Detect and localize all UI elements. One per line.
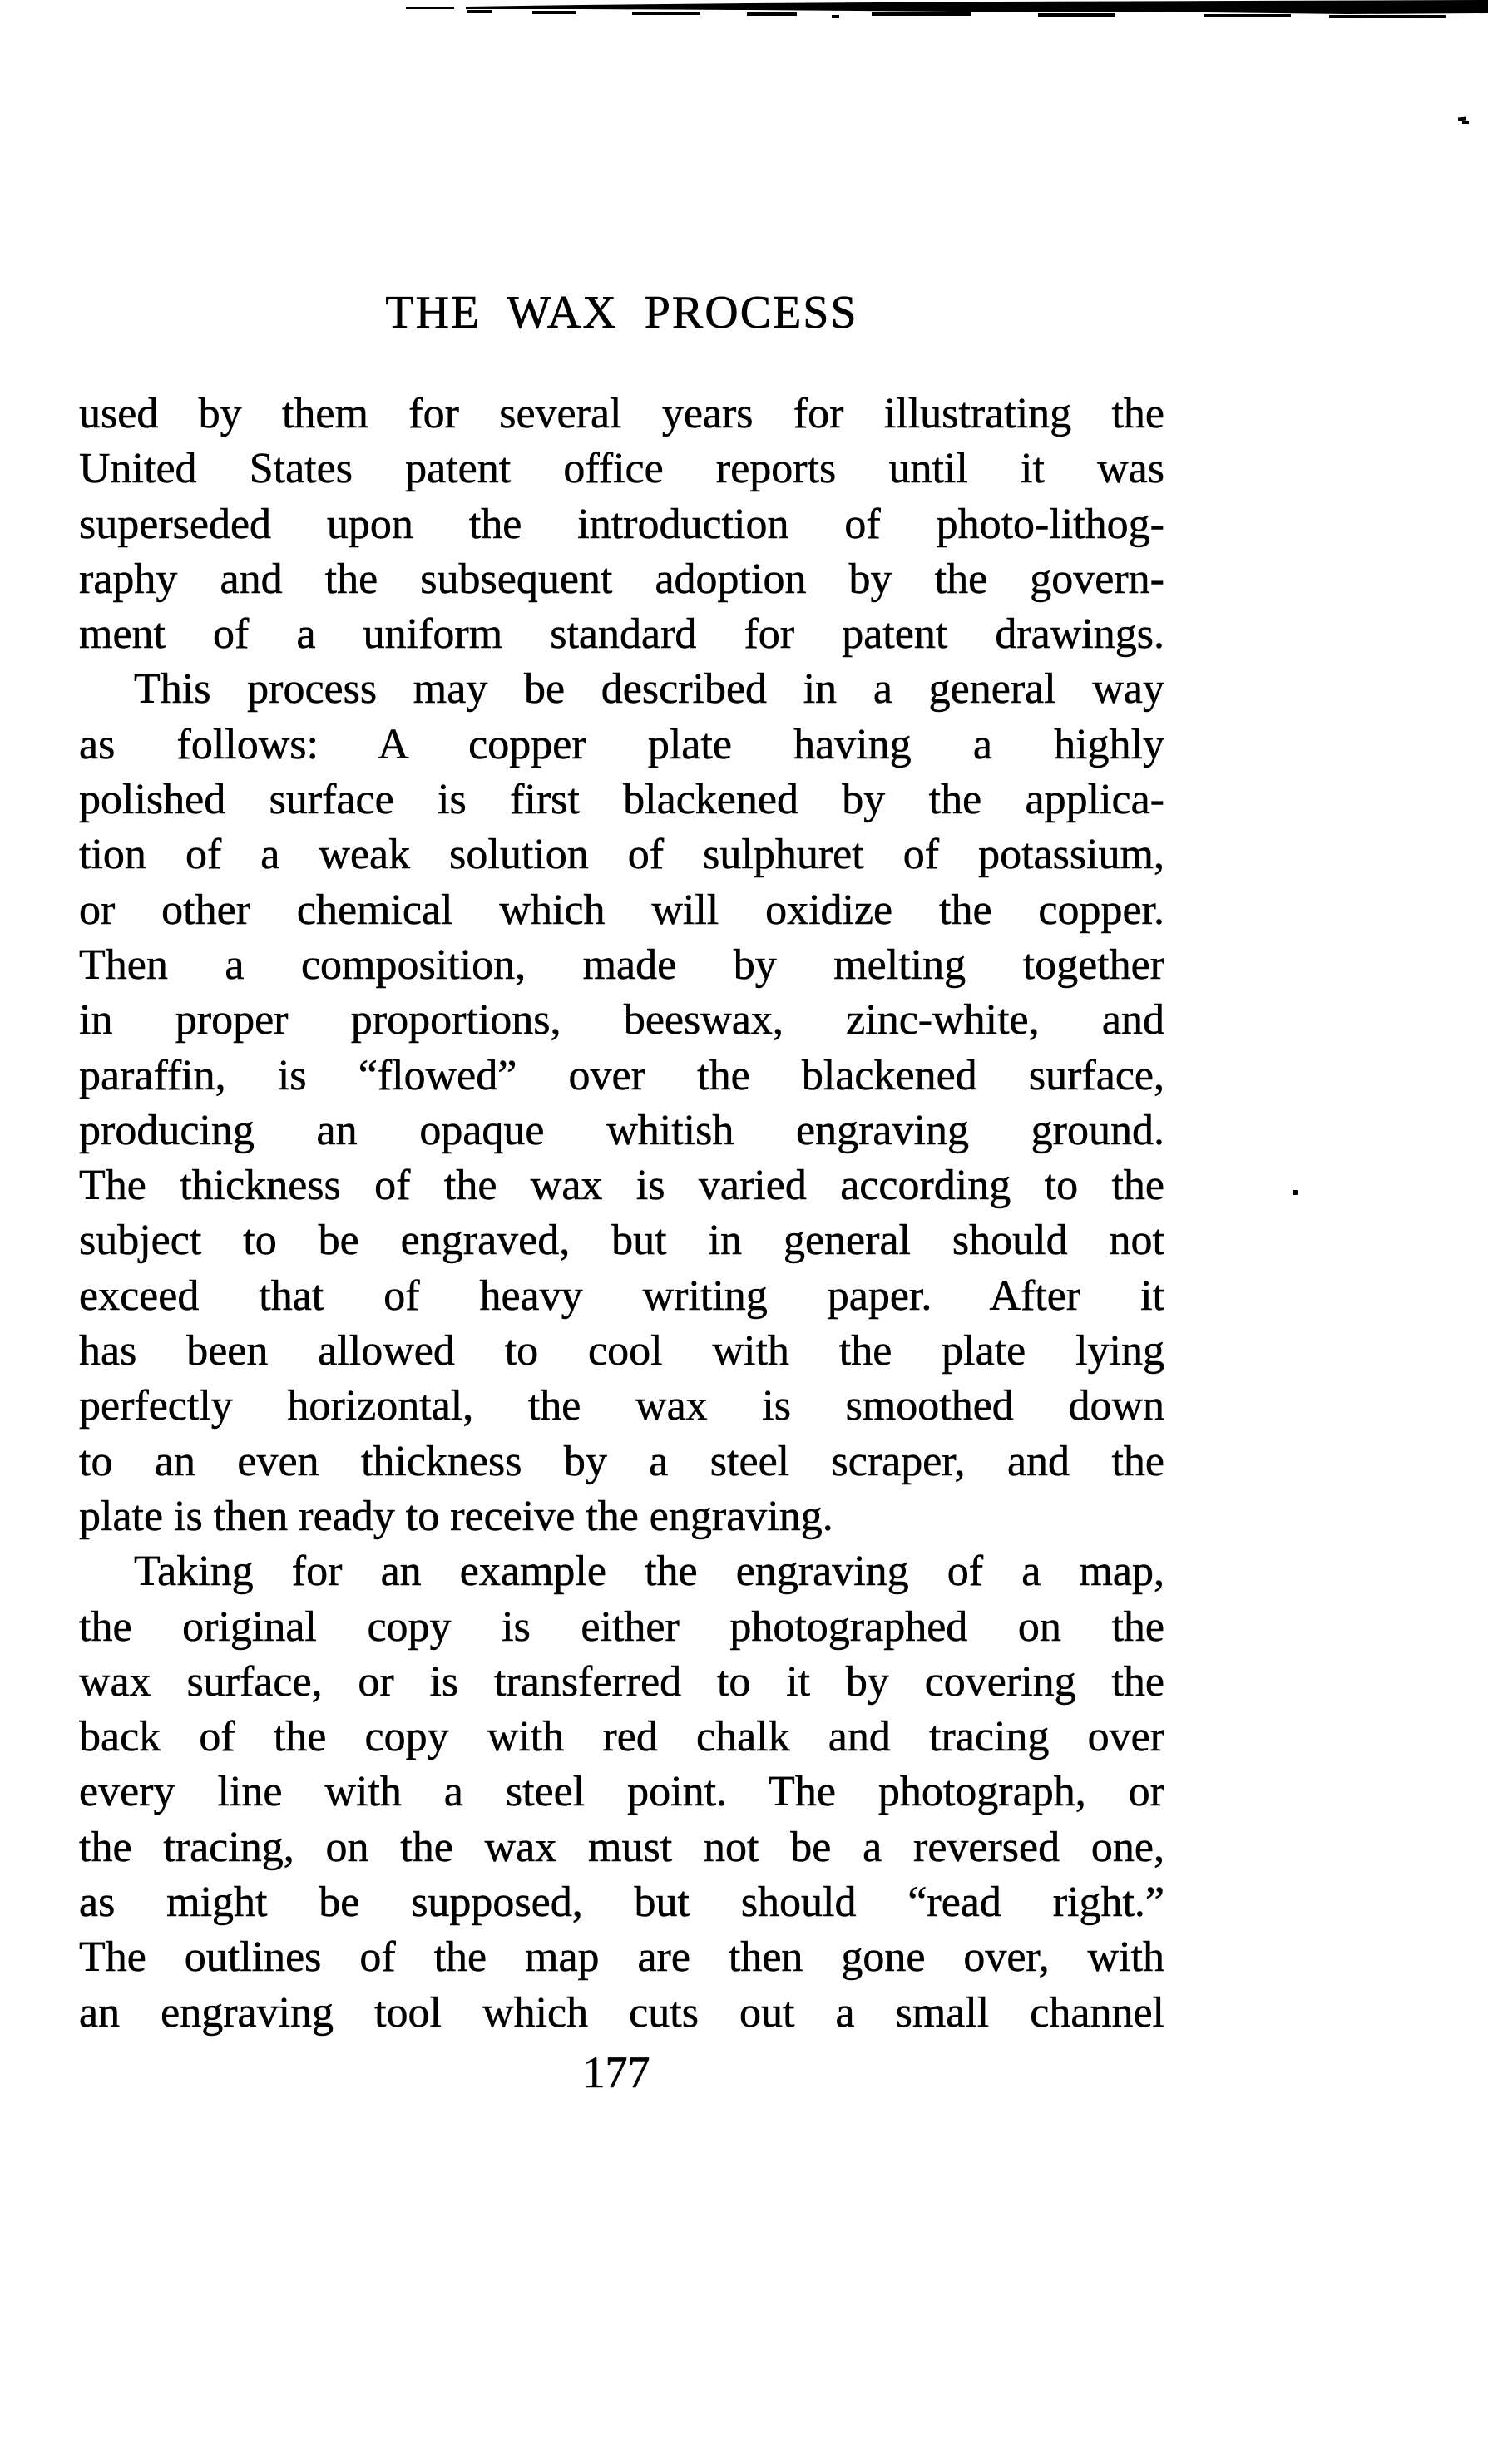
- text-line: United States patent office reports until it was: [79, 445, 1164, 493]
- scan-artifact-mark: [1458, 117, 1470, 125]
- text-line: has been allowed to cool with the plate lying: [79, 1327, 1164, 1375]
- text-line: an engraving tool which cuts out a small channel: [79, 1988, 1164, 2037]
- text-line: ment of a uniform standard for patent drawings.: [79, 610, 1164, 659]
- body-text: [79, 387, 1164, 2041]
- text-line: Then a composition, made by melting together: [79, 941, 1164, 989]
- text-line: back of the copy with red chalk and tracing over: [79, 1713, 1164, 1761]
- text-line: exceed that of heavy writing paper. After it: [79, 1272, 1164, 1320]
- scan-artifact-top-streak: [0, 0, 1488, 25]
- text-line: producing an opaque whitish engraving ground.: [79, 1106, 1164, 1154]
- text-line: perfectly horizontal, the wax is smoothed down: [79, 1382, 1164, 1430]
- text-line: or other chemical which will oxidize the copper.: [79, 886, 1164, 934]
- text-line: This process may be described in a general way: [134, 665, 1164, 714]
- text-line: raphy and the subsequent adoption by the govern-: [79, 555, 1164, 603]
- text-line: to an even thickness by a steel scraper, and the: [79, 1437, 1164, 1485]
- text-line: used by them for several years for illustrating the: [79, 390, 1164, 437]
- text-line: the original copy is either photographed on the: [79, 1602, 1164, 1651]
- text-line: The outlines of the map are then gone over, with: [79, 1933, 1164, 1982]
- scan-artifact-dot: [1293, 1190, 1298, 1195]
- text-line: plate is then ready to receive the engraving.: [79, 1492, 833, 1540]
- text-line: paraffin, is “flowed” over the blackened surface,: [79, 1051, 1164, 1099]
- page-title: THE WAX PROCESS: [385, 287, 858, 338]
- text-line: subject to be engraved, but in general should not: [79, 1217, 1164, 1265]
- text-line: as might be supposed, but should “read right.”: [79, 1879, 1164, 1927]
- text-line: The thickness of the wax is varied according to the: [79, 1162, 1164, 1210]
- text-line: every line with a steel point. The photograph, or: [79, 1768, 1164, 1816]
- text-line: polished surface is first blackened by the applica-: [79, 776, 1164, 824]
- text-line: as follows: A copper plate having a highly: [79, 720, 1164, 768]
- text-line: Taking for an example the engraving of a map,: [134, 1548, 1164, 1596]
- text-line: superseded upon the introduction of photo-lithog-: [79, 500, 1164, 548]
- text-line: in proper proportions, beeswax, zinc-white, and: [79, 996, 1164, 1044]
- text-line: wax surface, or is transferred to it by covering the: [79, 1657, 1164, 1706]
- text-line: tion of a weak solution of sulphuret of potassium,: [79, 831, 1164, 879]
- text-line: the tracing, on the wax must not be a reversed one,: [79, 1823, 1164, 1871]
- page-number: 177: [582, 2047, 650, 2097]
